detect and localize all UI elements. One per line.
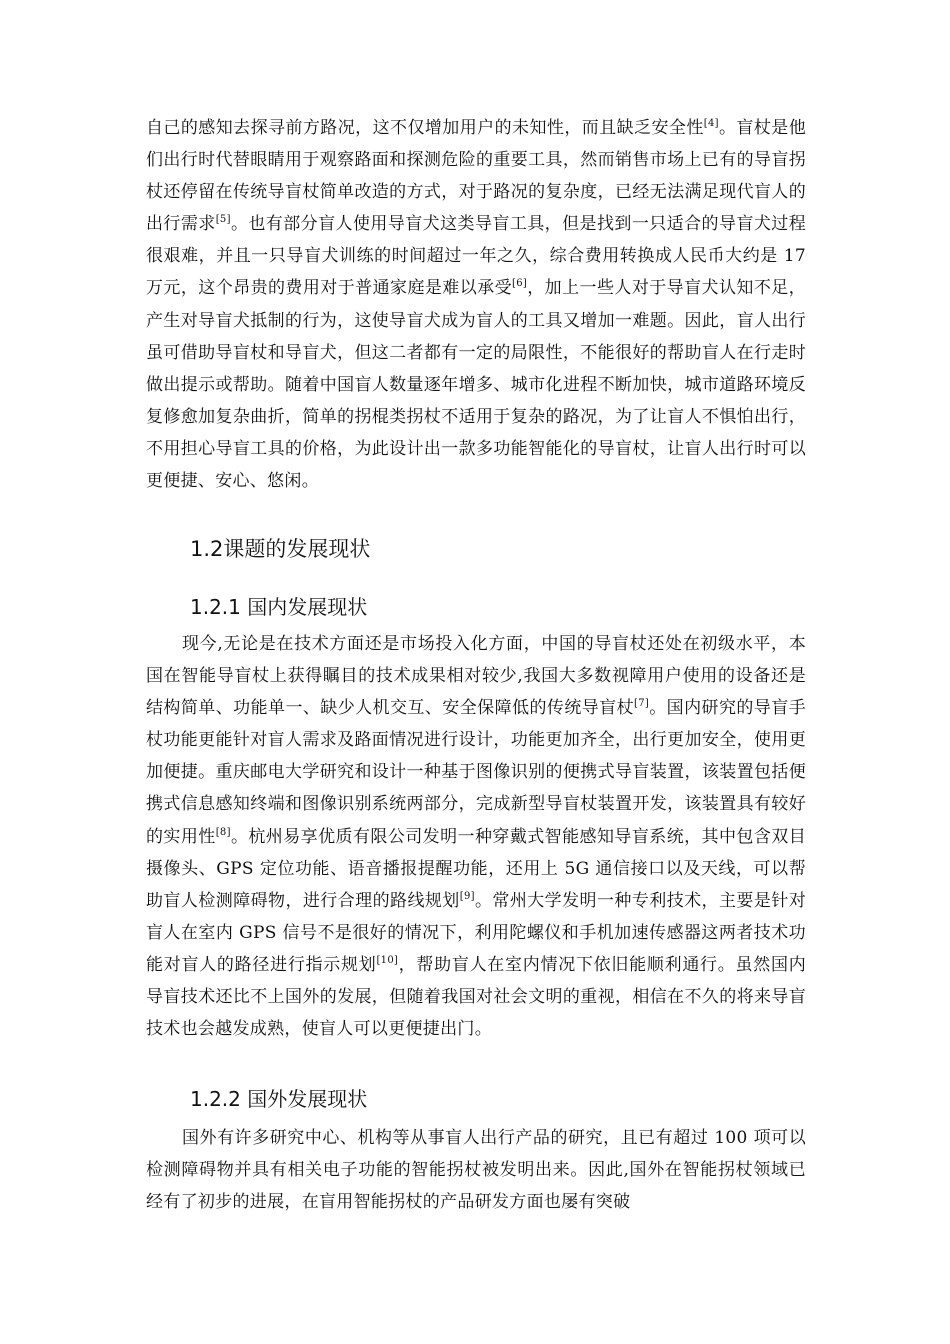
paragraph-foreign-status xyxy=(146,1122,806,1218)
citation-ref: [8] xyxy=(215,826,231,838)
paragraph-text: 。盲杖是他们出行时代替眼睛用于观察路面和探测危险的重要工具，然而销售市场上已有的导盲拐杖还停留在传统导盲杖简单改造的方式，对于路况的复杂度，已经无法满足现代盲人的出行需求 xyxy=(146,118,806,235)
section-heading-1-2: 1.2课题的发展现状 xyxy=(190,537,371,561)
paragraph-text: 。国内研究的导盲手杖功能更能针对盲人需求及路面情况进行设计，功能更加齐全，出行更加安全，使用更加便捷。重庆邮电大学研究和设计一种基于图像识别的便携式导盲装置，该装置包括便携式信息感知终端和图像识别系统两部分，完成新型导盲杖装置开发，该装置具有较好的实用性 xyxy=(146,698,806,847)
paragraph-text: 。也有部分盲人使用导盲犬这类导盲工具，但是找到一只适合的导盲犬过程很艰难，并且一只导盲犬训练的时间超过一年之久，综合费用转换成人民币大约是 17 万元，这个昂贵的费用对于普通家庭是难以承受 xyxy=(146,214,807,299)
citation-ref: [4] xyxy=(703,118,719,129)
citation-ref: [6] xyxy=(512,278,528,290)
paragraph-text: 。常州大学发明一种专利技术，主要是针对盲人在室内 GPS 信号不是很好的情况下，利用陀螺仪和手机加速传感器这两者技术功能对盲人的路径进行指示规划 xyxy=(146,890,806,975)
paragraph-text: ，加上一些人对于导盲犬认知不足，产生对导盲犬抵制的行为，这使导盲犬成为盲人的工具又增加一难题。因此，盲人出行虽可借助导盲杖和导盲犬，但这二者都有一定的局限性，不能很好的帮助盲人在行走时做出提示或帮助。随着中国盲人数量逐年增多、城市化进程不断加快，城市道路环境反复修愈加复杂曲折，简单的拐棍类拐杖不适用于复杂的路况，为了让盲人不惧怕出行，不用担心导盲工具的价格，为此设计出一款多功能智能化的导盲杖，让盲人出行时可以更便捷、安心、悠闲。 xyxy=(146,278,806,492)
paragraph-text: 自己的感知去探寻前方路况，这不仅增加用户的未知性，而且缺乏安全性 xyxy=(146,118,704,138)
paragraph-text: ，帮助盲人在室内情况下依旧能顺利通行。虽然国内导盲技术还比不上国外的发展，但随着我国对社会文明的重视，相信在不久的将来导盲技术也会越发成熟，使盲人可以更便捷出门。 xyxy=(146,954,806,1040)
citation-ref: [7] xyxy=(634,698,650,710)
citation-ref: [10] xyxy=(376,954,399,966)
citation-ref: [5] xyxy=(215,214,231,226)
citation-ref: [9] xyxy=(459,890,475,902)
paragraph-background xyxy=(146,112,806,497)
paragraph-text: 国外有许多研究中心、机构等从事盲人出行产品的研究，且已有超过 100 项可以检测障碍物并具有相关电子功能的智能拐杖被发明出来。因此,国外在智能拐杖领域已经有了初步的进展，在盲用智能拐杖的产品研发方面也屡有突破 xyxy=(146,1128,806,1213)
subsection-heading-1-2-1: 1.2.1 国内发展现状 xyxy=(190,595,368,619)
paragraph-text: 。杭州易享优质有限公司发明一种穿戴式智能感知导盲系统，其中包含双目摄像头、GPS 定位功能、语音播报提醒功能，还用上 5G 通信接口以及天线，可以帮助盲人检测障碍物，进行合理的路线规划 xyxy=(146,826,807,911)
paragraph-text: 现今,无论是在技术方面还是市场投入化方面，中国的导盲杖还处在初级水平，本国在智能导盲杖上获得瞩目的技术成果相对较少,我国大多数视障用户使用的设备还是结构简单、功能单一、缺少人机交互、安全保障低的传统导盲杖 xyxy=(146,634,806,719)
subsection-heading-1-2-2: 1.2.2 国外发展现状 xyxy=(190,1087,368,1111)
paragraph-domestic-status xyxy=(146,628,806,1045)
